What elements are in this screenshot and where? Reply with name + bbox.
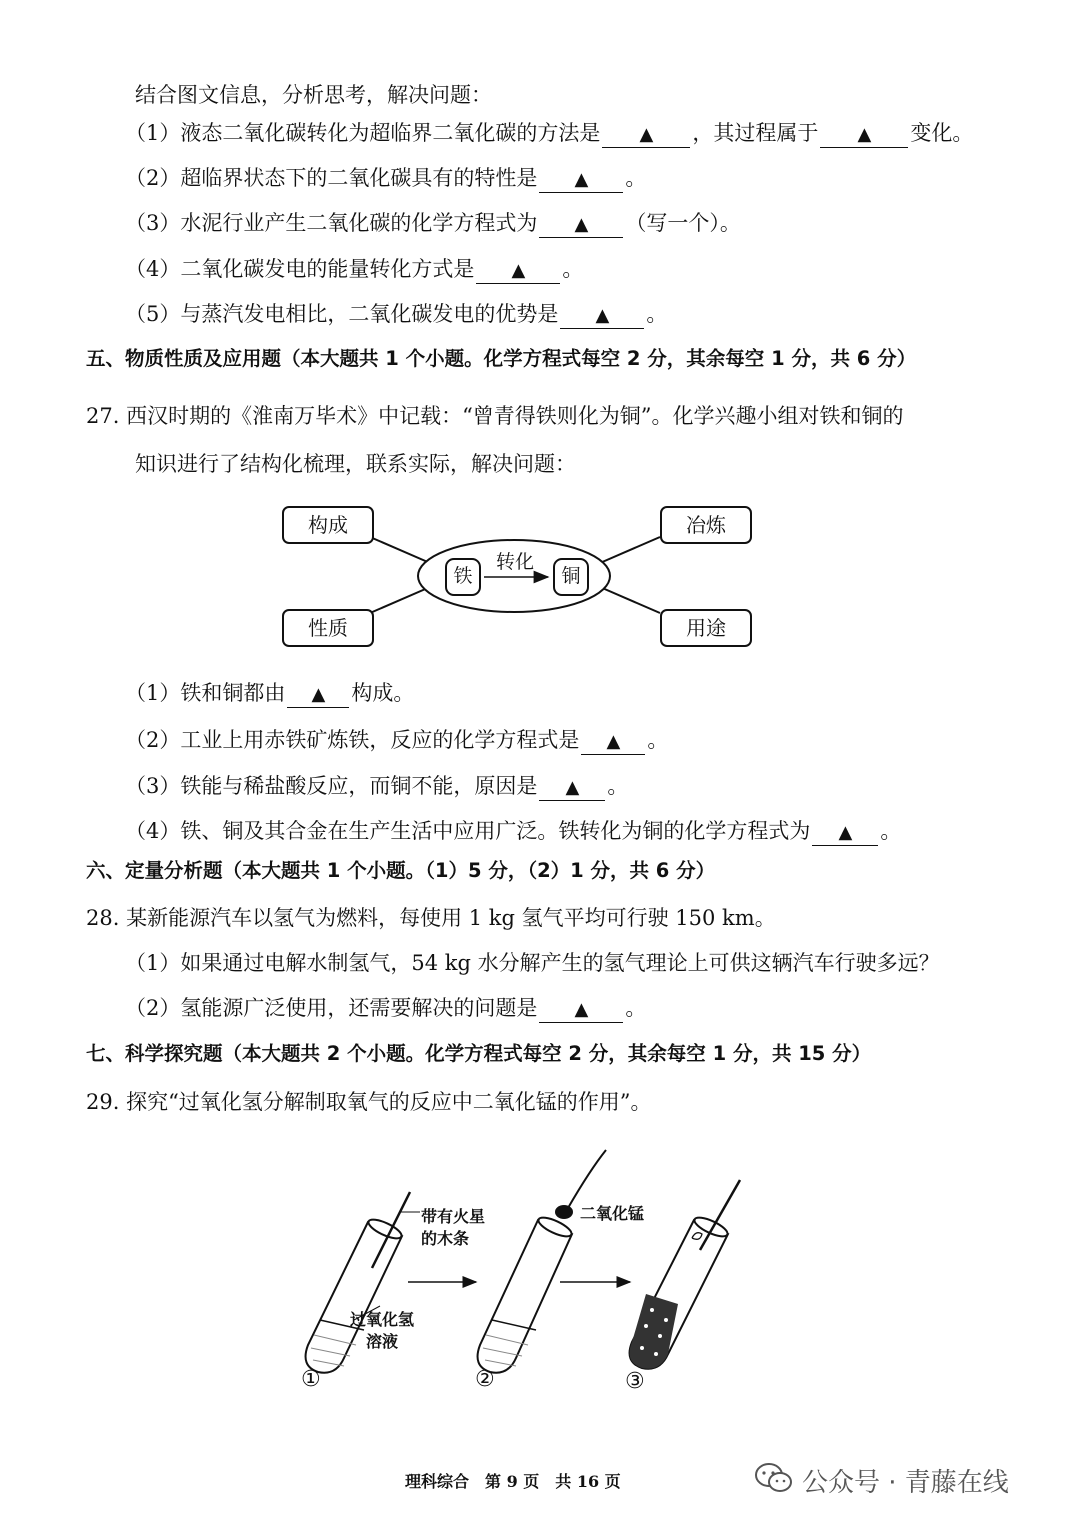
q29-stem: 29. 探究“过氧化氢分解制取氧气的反应中二氧化锰的作用”。 — [86, 1090, 652, 1114]
answer-blank[interactable]: ▲ — [539, 776, 605, 801]
test-tube-2 — [478, 1150, 606, 1373]
q26-part4: （4）二氧化碳发电的能量转化方式是 ▲ 。 — [125, 254, 583, 284]
section-7-heading: 七、科学探究题（本大题共 2 个小题。化学方程式每空 2 分，其余每空 1 分，共 15 分） — [86, 1042, 872, 1065]
q27-part3: （3）铁能与稀盐酸反应，而铜不能，原因是 ▲ 。 — [125, 771, 628, 801]
q28-part1: （1）如果通过电解水制氢气，54 kg 水分解产生的氢气理论上可供这辆汽车行驶多远？ — [125, 951, 940, 975]
box-uses: 用途 — [660, 609, 752, 647]
q26-part5: （5）与蒸汽发电相比，二氧化碳发电的优势是 ▲ 。 — [125, 299, 667, 329]
q28-stem: 28. 某新能源汽车以氢气为燃料，每使用 1 kg 氢气平均可行驶 150 km。 — [86, 906, 776, 930]
section-5-heading: 五、物质性质及应用题（本大题共 1 个小题。化学方程式每空 2 分，其余每空 1 分，共 6 分） — [86, 347, 917, 370]
q27-stem-line2: 知识进行了结构化梳理，联系实际，解决问题： — [135, 452, 576, 476]
answer-blank[interactable]: ▲ — [602, 123, 690, 148]
test-tube-1 — [306, 1192, 420, 1373]
box-composition: 构成 — [282, 506, 374, 544]
iron-label: 铁 — [453, 565, 473, 587]
label-glowing-splint-1: 带有火星 — [421, 1207, 486, 1226]
label-hydrogen-peroxide-1: 过氧化氢 — [350, 1310, 415, 1329]
copper-label: 铜 — [561, 565, 581, 587]
answer-blank[interactable]: ▲ — [812, 821, 878, 846]
connector-line — [600, 537, 660, 563]
connector-line — [370, 537, 430, 563]
label-hydrogen-peroxide-2: 溶液 — [366, 1332, 399, 1351]
connector-line — [370, 587, 430, 613]
answer-blank[interactable]: ▲ — [476, 259, 560, 284]
label-manganese-dioxide: 二氧化锰 — [580, 1204, 645, 1223]
q27-part4: （4）铁、铜及其合金在生产生活中应用广泛。铁转化为铜的化学方程式为 ▲ 。 — [125, 816, 901, 846]
experiment-illustration — [280, 1140, 760, 1410]
q26-part1: （1）液态二氧化碳转化为超临界二氧化碳的方法是 ▲ ，其过程属于 ▲ 变化。 — [125, 118, 973, 148]
box-smelting: 冶炼 — [660, 506, 752, 544]
answer-blank[interactable]: ▲ — [539, 213, 623, 238]
answer-blank[interactable]: ▲ — [539, 998, 623, 1023]
q27-part1: （1）铁和铜都由 ▲ 构成。 — [125, 678, 414, 708]
q26-intro: 结合图文信息，分析思考，解决问题： — [135, 83, 492, 107]
label-glowing-splint-2: 的木条 — [421, 1229, 470, 1248]
conversion-label: 转化 — [495, 551, 534, 573]
answer-blank[interactable]: ▲ — [539, 168, 623, 193]
q28-part2: （2）氢能源广泛使用，还需要解决的问题是 ▲ 。 — [125, 993, 646, 1023]
page-footer: 理科综合 第 9 页 共 16 页 — [405, 1472, 621, 1491]
answer-blank[interactable]: ▲ — [560, 304, 644, 329]
box-properties: 性质 — [282, 609, 374, 647]
wechat-icon — [754, 1461, 794, 1495]
q26-part2: （2）超临界状态下的二氧化碳具有的特性是 ▲ 。 — [125, 163, 646, 193]
tube-number-1: ① — [301, 1367, 321, 1392]
watermark-text: 公众号 · 青藤在线 — [802, 1468, 1009, 1498]
q26-part3: （3）水泥行业产生二氧化碳的化学方程式为 ▲ （写一个）。 — [125, 208, 741, 238]
tube-number-3: ③ — [625, 1369, 645, 1394]
answer-blank[interactable]: ▲ — [581, 730, 645, 755]
test-tube-3 — [630, 1180, 740, 1369]
q27-part2: （2）工业上用赤铁矿炼铁，反应的化学方程式是 ▲ 。 — [125, 725, 668, 755]
q27-stem-line1: 27. 西汉时期的《淮南万毕术》中记载：“曾青得铁则化为铜”。化学兴趣小组对铁和铜的 — [86, 404, 904, 428]
answer-blank[interactable]: ▲ — [820, 123, 908, 148]
tube-number-2: ② — [475, 1367, 495, 1392]
connector-line — [600, 587, 660, 613]
answer-blank[interactable]: ▲ — [287, 683, 349, 708]
section-6-heading: 六、定量分析题（本大题共 1 个小题。（1）5 分，（2）1 分，共 6 分） — [86, 859, 716, 882]
